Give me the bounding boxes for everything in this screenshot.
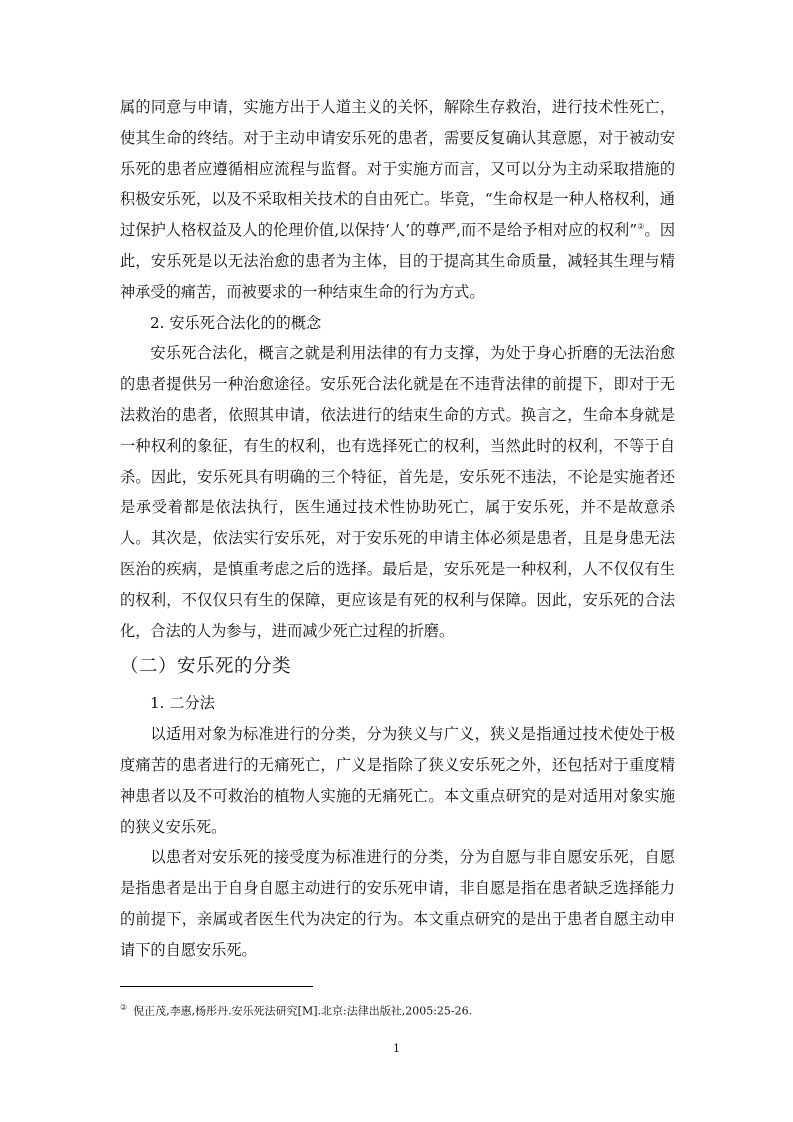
body-text bbox=[120, 92, 675, 966]
footnote bbox=[120, 1000, 675, 1020]
footnote-reference[interactable]: ② bbox=[637, 222, 645, 232]
paragraph-1-tail: 。因此，安乐死是以无法治愈的患者为主体，目的于提高其生命质量，减轻其生理与精神承受的痛苦，而被要求的一种结束生命的行为方式。 bbox=[120, 221, 676, 301]
subheading-dichotomy: 1. 二分法 bbox=[150, 694, 215, 713]
footnote-divider bbox=[120, 986, 313, 987]
section-heading-classification: （二）安乐死的分类 bbox=[120, 656, 292, 678]
paragraph-3: 以适用对象为标准进行的分类，分为狭义与广义，狭义是指通过技术使处于极度痛苦的患者进行的无痛死亡，广义是指除了狭义安乐死之外，还包括对于重度精神患者以及不可救治的植物人实施的无痛死亡。本文重点研究的是对适用对象实施的狭义安乐死。 bbox=[120, 725, 675, 836]
page-number: 1 bbox=[393, 1042, 400, 1055]
footnote-text: 倪正茂,李惠,杨彤丹.安乐死法研究[M].北京:法律出版社,2005:25-26. bbox=[133, 1004, 473, 1018]
footnote-mark: ② bbox=[120, 1003, 128, 1012]
paragraph-1 bbox=[120, 92, 675, 308]
subheading-legalization-concept: 2. 安乐死合法化的的概念 bbox=[150, 313, 322, 332]
paragraph-1-text: 属的同意与申请，实施方出于人道主义的关怀，解除生存救治，进行技术性死亡，使其生命的终结。对于主动申请安乐死的患者，需要反复确认其意愿，对于被动安乐死的患者应遵循相应流程与监督。对于实施方而言，又可以分为主动采取措施的积极安乐死，以及不采取相关技术的自由死亡。毕竟，“生命权是一种人格权利，通过保护人格权益及人的伦理价值,以保持‘人’的尊严,而不是给予相对应的权利” bbox=[120, 98, 675, 240]
paragraph-2: 安乐死合法化，概言之就是利用法律的有力支撑，为处于身心折磨的无法治愈的患者提供另一种治愈途径。安乐死合法化就是在不违背法律的前提下，即对于无法救治的患者，依照其申请，依法进行的结束生命的方式。换言之，生命本身就是一种权利的象征，有生的权利，也有选择死亡的权利，当然此时的权利，不等于自杀。因此，安乐死具有明确的三个特征，首先是，安乐死不违法，不论是实施者还是承受着都是依法执行，医生通过技术性协助死亡，属于安乐死，并不是故意杀人。其次是，依法实行安乐死，对于安乐死的申请主体必须是患者，且是身患无法医治的疾病，是慎重考虑之后的选择。最后是，安乐死是一种权利，人不仅仅有生的权利，不仅仅只有生的保障，更应该是有死的权利与保障。因此，安乐死的合法化，合法的人为参与，进而减少死亡过程的折磨。 bbox=[120, 344, 675, 640]
paragraph-4: 以患者对安乐死的接受度为标准进行的分类，分为自愿与非自愿安乐死，自愿是指患者是出于自身自愿主动进行的安乐死申请，非自愿是指在患者缺乏选择能力的前提下，亲属或者医生代为决定的行为。本文重点研究的是出于患者自愿主动申请下的自愿安乐死。 bbox=[120, 848, 675, 959]
